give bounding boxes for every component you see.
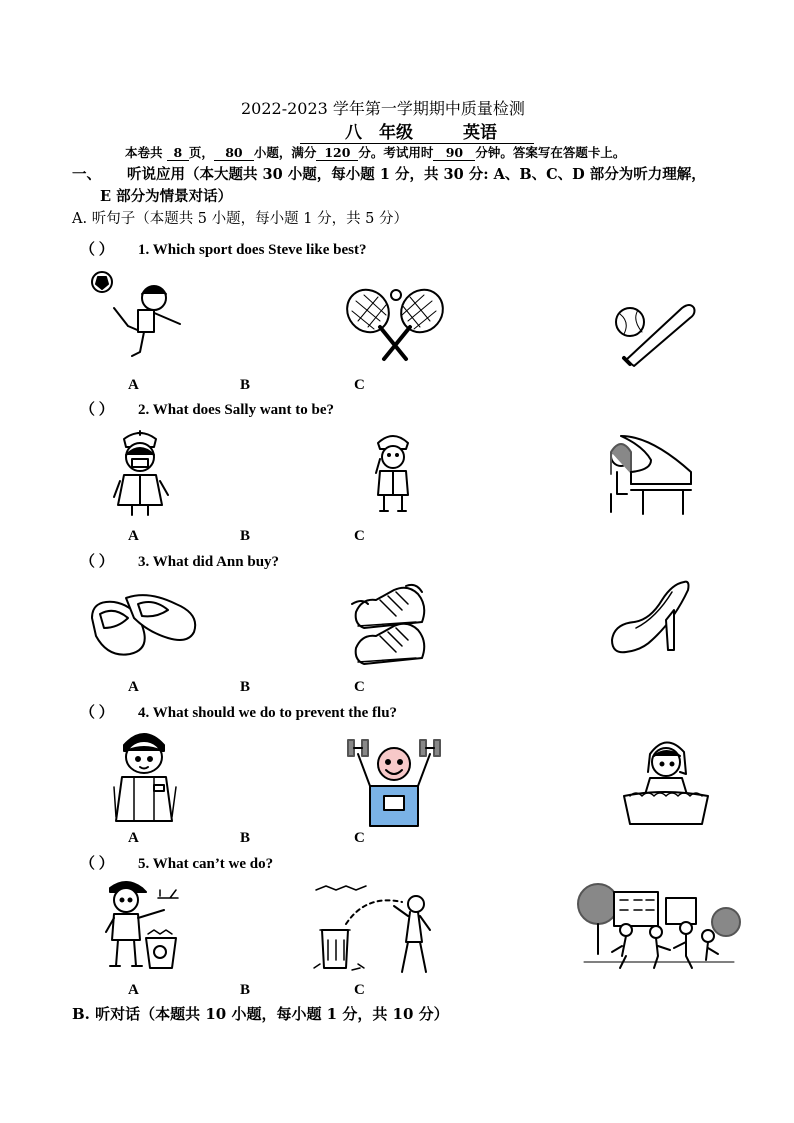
question-2 — [80, 398, 334, 419]
question-text: 3. What did Ann buy? — [138, 554, 280, 570]
section-1-heading — [72, 163, 706, 184]
q4-option-a[interactable]: A — [128, 830, 139, 846]
q5-option-c[interactable]: C — [354, 982, 365, 998]
answer-blank[interactable]: （ ） — [80, 242, 114, 258]
exam-minutes: 90 — [433, 145, 475, 161]
q4-option-b[interactable]: B — [240, 830, 251, 846]
total-score: 120 — [316, 145, 358, 161]
sneakers-icon — [350, 582, 430, 674]
grade-value: 八 — [300, 118, 366, 144]
info-score-suffix: 分。考试用时 — [358, 145, 434, 160]
info-pages-suffix: 页， — [188, 145, 214, 160]
section-title: 听说应用（本大题共 30 小题，每小题 1 分，共 30 分: A、B、C、D 部分为听力理解， — [127, 166, 706, 183]
info-questions-suffix: 小题，满分 — [253, 145, 317, 160]
question-4 — [80, 701, 397, 722]
slippers-icon — [86, 588, 202, 658]
soccer-player-icon — [88, 268, 188, 360]
question-text: 1. Which sport does Steve like best? — [138, 242, 367, 258]
q1-option-c[interactable]: C — [354, 377, 365, 393]
exam-info — [125, 143, 625, 161]
nurse-icon — [110, 427, 172, 517]
part-b-heading: B. 听对话（本题共 10 小题，每小题 1 分，共 10 分） — [72, 1005, 449, 1023]
throwing-trash-icon — [312, 884, 438, 976]
q3-option-b[interactable]: B — [240, 679, 251, 695]
answer-blank[interactable]: （ ） — [80, 705, 114, 721]
grade-subject-line — [300, 118, 534, 144]
q2-option-c[interactable]: C — [354, 528, 365, 544]
cleaning-park-icon — [574, 878, 742, 972]
section-number: 一、 — [72, 166, 101, 183]
q3-option-a[interactable]: A — [128, 679, 139, 695]
section-1-heading-cont: E 部分为情景对话） — [100, 188, 233, 205]
answer-blank[interactable]: （ ） — [80, 402, 114, 418]
exam-title: 2022-2023 学年第一学期期中质量检测 — [241, 99, 525, 118]
q2-option-b[interactable]: B — [240, 528, 251, 544]
boy-recycling-icon — [100, 878, 186, 972]
high-heels-icon — [606, 580, 690, 662]
q2-option-a[interactable]: A — [128, 528, 139, 544]
weightlifting-icon — [344, 734, 444, 828]
question-text: 2. What does Sally want to be? — [138, 402, 334, 418]
info-prefix: 本卷共 — [125, 145, 163, 160]
boy-dressing-icon — [114, 727, 176, 823]
tennis-rackets-icon — [344, 287, 446, 363]
police-officer-icon — [370, 433, 416, 515]
q5-option-b[interactable]: B — [240, 982, 251, 998]
answer-blank[interactable]: （ ） — [80, 554, 114, 570]
baseball-bat-icon — [612, 296, 696, 368]
q1-option-b[interactable]: B — [240, 377, 251, 393]
q3-option-c[interactable]: C — [354, 679, 365, 695]
girl-washing-icon — [620, 734, 712, 826]
question-text: 5. What can’t we do? — [138, 856, 274, 872]
question-3 — [80, 550, 279, 571]
question-1 — [80, 238, 366, 259]
pianist-icon — [603, 432, 699, 516]
question-5 — [80, 852, 273, 873]
q4-option-c[interactable]: C — [354, 830, 365, 846]
part-a-heading: A. 听句子（本题共 5 小题，每小题 1 分，共 5 分） — [72, 211, 409, 227]
pages-count: 8 — [167, 145, 189, 161]
answer-blank[interactable]: （ ） — [80, 856, 114, 872]
q1-option-a[interactable]: A — [128, 377, 139, 393]
info-minutes-suffix: 分钟。答案写在答题卡上。 — [475, 145, 626, 160]
questions-count: 80 — [214, 145, 254, 161]
subject-value: 英语 — [426, 118, 534, 144]
q5-option-a[interactable]: A — [128, 982, 139, 998]
grade-suffix: 年级 — [366, 118, 426, 144]
question-text: 4. What should we do to prevent the flu? — [138, 705, 398, 721]
